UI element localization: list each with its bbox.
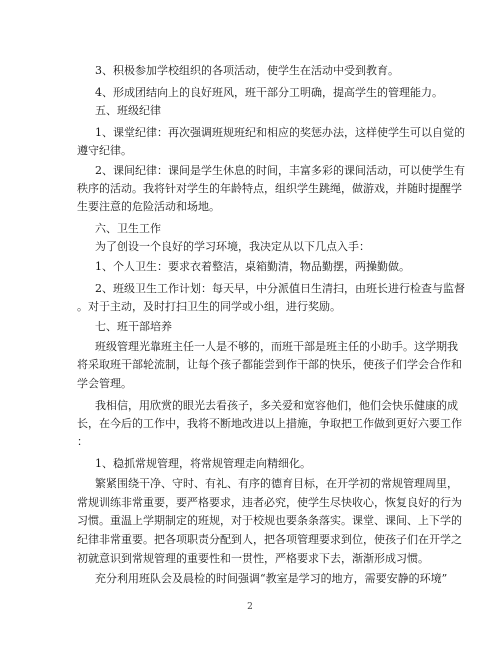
text-line: 习惯。重温上学期制定的班规，对于校规也要条条落实。课堂、课间、上下学的 bbox=[77, 514, 462, 527]
text-line: 生要注意的危险活动和场地。 bbox=[77, 200, 220, 213]
text-line: 1、稳抓常规管理，将常规管理走向精细化。 bbox=[95, 457, 311, 470]
text-line: 。对于主动，及时打扫卫生的同学或小组，进行奖励。 bbox=[77, 300, 341, 313]
section-heading-discipline: 五、班级纪律 bbox=[95, 104, 161, 117]
section-heading-class-cadres: 七、班干部培养 bbox=[95, 320, 172, 333]
text-line: 班级管理光靠班主任一人是不够的，而班干部是班主任的小助手。这学期我 bbox=[95, 340, 458, 353]
text-line: 我相信，用欣赏的眼光去看孩子，多关爱和宽容他们，他们会快乐健康的成 bbox=[95, 399, 458, 412]
text-line: 充分利用班队会及晨检的时间强调“教室是学习的地方，需要安静的环境” bbox=[95, 572, 448, 585]
text-line: 3、积极参加学校组织的各项活动，使学生在活动中受到教育。 bbox=[95, 64, 399, 77]
text-line: 1、课堂纪律：再次强调班规班纪和相应的奖惩办法，这样使学生可以自觉的 bbox=[95, 126, 465, 139]
text-line: 4、形成团结向上的良好班风，班干部分工明确，提高学生的管理能力。 bbox=[95, 86, 443, 99]
text-line: 1、个人卫生：要求衣着整洁，桌箱勤清，物品勤摆，两操勤做。 bbox=[95, 260, 410, 273]
text-line: 学会管理。 bbox=[77, 377, 132, 390]
text-line: 纪律非常重要。把各项职责分配到人，把各项管理要求到位，使孩子们在开学之 bbox=[77, 533, 462, 546]
text-line: 遵守纪律。 bbox=[77, 144, 132, 157]
text-line: 为了创设一个良好的学习环境，我决定从以下几点入手： bbox=[95, 240, 370, 253]
text-line: 繁紧围绕干净、守时、有礼、有序的德育目标，在开学初的常规管理周里， bbox=[95, 477, 458, 490]
text-line: 秩序的活动。我将针对学生的年龄特点，组织学生跳绳，做游戏，并随时提醒学 bbox=[77, 182, 462, 195]
page-number: 2 bbox=[247, 602, 253, 612]
text-line: ： bbox=[77, 435, 88, 448]
text-line: 2、课间纪律：课间是学生休息的时间，丰富多彩的课间活动，可以使学生有 bbox=[95, 164, 465, 177]
text-line: 将采取班干部轮流制，让每个孩子都能尝到作干部的快乐，使孩子们学会合作和 bbox=[77, 358, 462, 371]
text-line: 2、班级卫生工作计划：每天早，中分派值日生清扫，由班长进行检查与监督 bbox=[95, 282, 465, 295]
text-line: 长，在今后的工作中，我将不断地改进以上措施，争取把工作做到更好六要工作 bbox=[77, 417, 462, 430]
text-line: 初就意识到常规管理的重要性和一贯性，严格要求下去，渐渐形成习惯。 bbox=[77, 552, 429, 565]
text-line: 常规训练非常重要，要严格要求，违者必究，使学生尽快收心，恢复良好的行为 bbox=[77, 496, 462, 509]
section-heading-hygiene: 六、卫生工作 bbox=[95, 222, 161, 235]
